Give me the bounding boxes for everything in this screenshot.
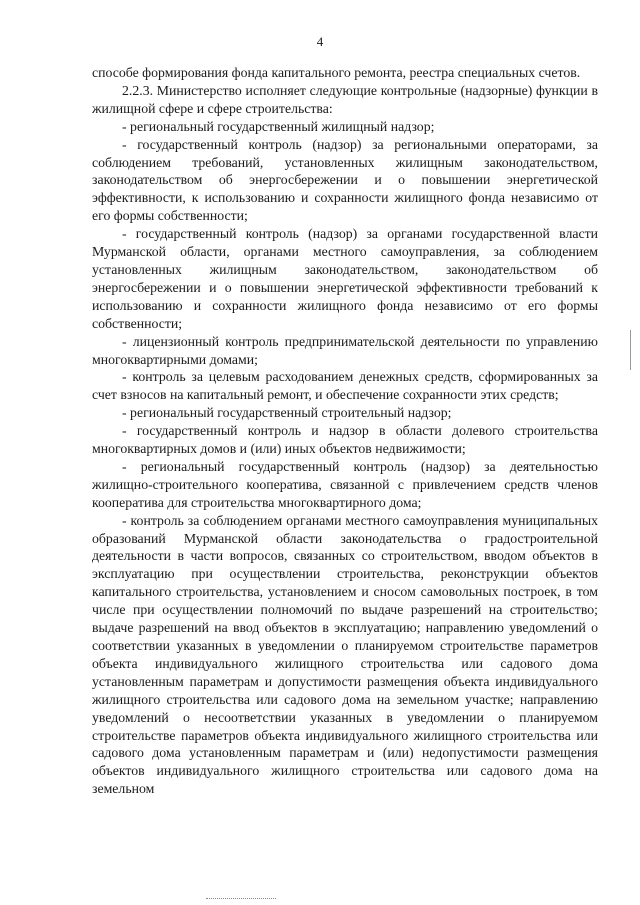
list-item-construction-supervision: - региональный государственный строительный надзор;	[122, 405, 452, 421]
document-body	[92, 64, 598, 798]
list-item-funds-control: - контроль за целевым расходованием денежных средств, сформированных за счет взносов на капитальный ремонт, и обеспечение сохранности этих средств;	[92, 369, 598, 403]
list-item-local-government-control: - контроль за соблюдением органами местного самоуправления муниципальных образований Мурманской области законодательства о градостроительной деятельности в части вопросов, связанных со строительством, вводом объектов в эксплуатацию при осуществлении строительства, реконструкции объектов капитального строительства, установлением и сносом самовольных построек, в том числе при осуществлении полномочий по выдаче разрешений на строительство; выдаче разрешений на ввод объектов в эксплуатацию; направлению уведомлений о соответствии указанных в уведомлении о планируемом строительстве параметров объекта индивидуального жилищного строительства или садового дома установленным параметрам и допустимости размещения объекта индивидуального жилищного строительства или садового дома на земельном участке; направлению уведомлений о несоответствии указанных в уведомлении о планируемом строительстве параметров объекта индивидуального жилищного строительства или садового дома установленным параметрам и (или) недопустимости размещения объектов индивидуального жилищного строительства или садового дома на земельном	[92, 512, 598, 797]
list-item-cooperative-control: - региональный государственный контроль (надзор) за деятельностью жилищно-строительного кооператива, связанной с привлечением средств членов кооператива для строительства многоквартирного дома;	[92, 458, 598, 510]
list-item-housing-supervision: - региональный государственный жилищный надзор;	[122, 118, 435, 134]
list-item-regional-operators-control: - государственный контроль (надзор) за региональными операторами, за соблюдением требований, установленных жилищным законодательством, законодательством об энергосбережении и о повышении энергетической эффективности, к использованию и сохранности жилищного фонда независимо от его формы собственности;	[92, 136, 598, 224]
scan-margin-mark	[630, 330, 631, 370]
list-item-authorities-control: - государственный контроль (надзор) за органами государственной власти Мурманской области, органами местного самоуправления, за соблюдением установленных жилищным законодательством, законодательством об энергосбережении и о повышении энергетической эффективности требований к использованию и сохранности жилищного фонда независимо от его формы собственности;	[92, 226, 598, 331]
paragraph-section-2-2-3: 2.2.3. Министерство исполняет следующие контрольные (надзорные) функции в жилищной сфере и сфере строительства:	[92, 82, 598, 116]
page-number: 4	[316, 34, 324, 49]
list-item-license-control: - лицензионный контроль предпринимательской деятельности по управлению многоквартирными домами;	[92, 333, 598, 367]
paragraph-continuation: способе формирования фонда капитального ремонта, реестра специальных счетов.	[92, 65, 581, 80]
footer-rule	[206, 898, 276, 899]
list-item-shared-construction-control: - государственный контроль и надзор в области долевого строительства многоквартирных домов и (или) иных объектов недвижимости;	[92, 423, 598, 457]
